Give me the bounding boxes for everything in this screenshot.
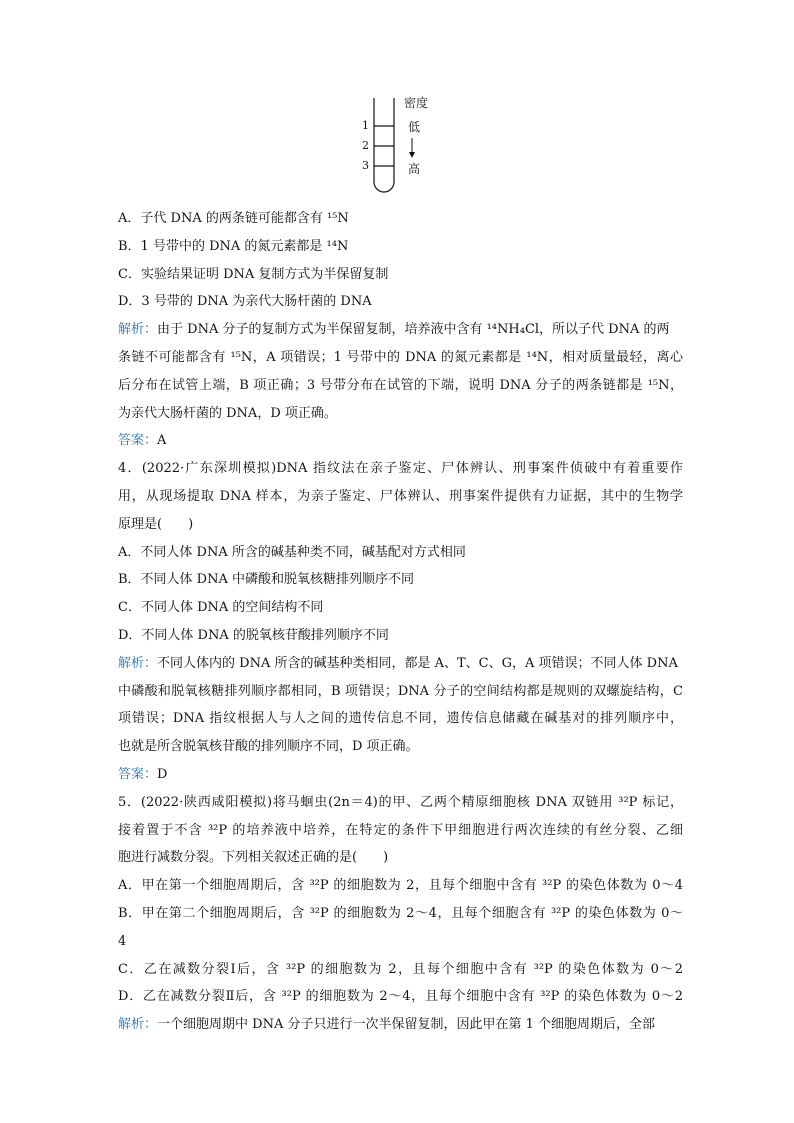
- line-text: 由于 DNA 分子的复制方式为半保留复制，培养液中含有 ¹⁴NH₄Cl，所以子代 DNA 的两: [157, 322, 670, 338]
- text-line: [118, 455, 683, 483]
- line-text: 为亲代大肠杆菌的 DNA，D 项正确。: [118, 405, 337, 421]
- text-line: [118, 511, 683, 539]
- line-text: 也就是所含脱氧核苷酸的排列顺序不同，D 项正确。: [118, 739, 419, 755]
- line-text: C．不同人体 DNA 的空间结构不同: [118, 600, 324, 616]
- line-text: 条链不可能都含有 ¹⁵N，A 项错误；1 号带中的 DNA 的氮元素都是 ¹⁴N，相对质量最轻，离心: [118, 349, 683, 365]
- text-line: [118, 400, 683, 428]
- line-text: 用，从现场提取 DNA 样本，为亲子鉴定、尸体辨认、刑事案件提供有力证据，其中的生物学: [118, 488, 683, 504]
- density-label: 密度: [404, 96, 429, 110]
- text-line: [118, 928, 683, 956]
- line-text: 一个细胞周期中 DNA 分子只进行一次半保留复制，因此甲在第 1 个细胞周期后，全部: [157, 1017, 656, 1033]
- option-line: [118, 205, 683, 233]
- band-label-3: 3: [362, 159, 369, 172]
- option-line: [118, 261, 683, 289]
- line-text: A．子代 DNA 的两条链可能都含有 ¹⁵N: [118, 211, 349, 226]
- line-text: 不同人体内的 DNA 所含的碱基种类相同，都是 A、T、C、G，A 项错误；不同人体 DNA: [157, 655, 678, 671]
- line-text: C．乙在减数分裂Ⅰ后，含 ³²P 的细胞数为 2，且每个细胞中含有 ³²P 的染色体数为 0～2: [118, 961, 683, 977]
- document-body: [118, 205, 683, 1039]
- density-arrow-icon: [409, 152, 415, 158]
- band-label-1: 1: [362, 119, 369, 132]
- answer-label: 答案：: [118, 766, 158, 782]
- text-line: [118, 789, 683, 817]
- band-label-2: 2: [362, 139, 369, 152]
- analysis-line: [118, 650, 683, 678]
- line-text: D．3 号带的 DNA 为亲代大肠杆菌的 DNA: [118, 294, 372, 310]
- text-line: [118, 956, 683, 984]
- option-line: [118, 622, 683, 650]
- test-tube-figure: [362, 94, 462, 204]
- line-text: 接着置于不含 ³²P 的培养液中培养，在特定的条件下甲细胞进行两次连续的有丝分裂、乙细: [118, 822, 683, 838]
- line-text: 后分布在试管上端，B 项正确；3 号带分布在试管的下端，说明 DNA 分子的两条链都是 ¹⁵N，: [118, 377, 683, 393]
- line-text: 4: [118, 933, 127, 949]
- option-line: [118, 566, 683, 594]
- analysis-line: [118, 316, 683, 344]
- text-line: [118, 817, 683, 845]
- analysis-label: 解析：: [118, 655, 158, 671]
- line-text: D．乙在减数分裂Ⅱ后，含 ³²P 的细胞数为 2～4，且每个细胞中含有 ³²P 的染色体数为 0～2: [118, 989, 683, 1005]
- answer-line: [118, 761, 683, 789]
- text-line: [118, 733, 683, 761]
- text-line: [118, 678, 683, 706]
- line-text: B．甲在第二个细胞周期后，含 ³²P 的细胞数为 2～4，且每个细胞含有 ³²P 的染色体数为 0～: [118, 905, 683, 921]
- line-text: D: [157, 766, 168, 782]
- line-text: 5．(2022·陕西咸阳模拟)将马蛔虫(2n＝4)的甲、乙两个精原细胞核 DNA 双链用 ³²P 标记，: [118, 794, 683, 810]
- line-text: A．甲在第一个细胞周期后，含 ³²P 的细胞数为 2，且每个细胞中含有 ³²P 的染色体数为 0～4: [118, 878, 683, 894]
- answer-label: 答案：: [118, 433, 158, 449]
- line-text: D．不同人体 DNA 的脱氧核苷酸排列顺序不同: [118, 627, 389, 643]
- high-label: 高: [408, 162, 421, 176]
- low-label: 低: [408, 120, 421, 134]
- text-line: [118, 483, 683, 511]
- test-tube-drawing: [362, 94, 462, 204]
- text-line: [118, 705, 683, 733]
- line-text: A: [157, 433, 167, 449]
- analysis-line: [118, 1011, 683, 1039]
- line-text: B．1 号带中的 DNA 的氮元素都是 ¹⁴N: [118, 238, 349, 254]
- line-text: 4．(2022·广东深圳模拟)DNA 指纹法在亲子鉴定、尸体辨认、刑事案件侦破中有着重要作: [118, 461, 683, 477]
- line-text: 原理是( ): [118, 516, 194, 532]
- option-line: [118, 233, 683, 261]
- answer-line: [118, 427, 683, 455]
- text-line: [118, 900, 683, 928]
- analysis-label: 解析：: [118, 322, 158, 338]
- option-line: [118, 594, 683, 622]
- text-line: [118, 983, 683, 1011]
- text-line: [118, 872, 683, 900]
- text-line: [118, 344, 683, 372]
- analysis-label: 解析：: [118, 1017, 158, 1033]
- line-text: 中磷酸和脱氧核糖排列顺序都相同，B 项错误；DNA 分子的空间结构都是规则的双螺旋结构，C: [118, 683, 683, 699]
- text-line: [118, 372, 683, 400]
- option-line: [118, 539, 683, 567]
- line-text: A．不同人体 DNA 所含的碱基种类不同，碱基配对方式相同: [118, 544, 466, 560]
- option-line: [118, 288, 683, 316]
- line-text: B．不同人体 DNA 中磷酸和脱氧核糖排列顺序不同: [118, 572, 415, 588]
- line-text: 项错误；DNA 指纹根据人与人之间的遗传信息不同，遗传信息储藏在碱基对的排列顺序中，: [118, 711, 683, 727]
- text-line: [118, 844, 683, 872]
- line-text: C．实验结果证明 DNA 复制方式为半保留复制: [118, 266, 389, 282]
- line-text: 胞进行减数分裂。下列相关叙述正确的是( ): [118, 850, 389, 866]
